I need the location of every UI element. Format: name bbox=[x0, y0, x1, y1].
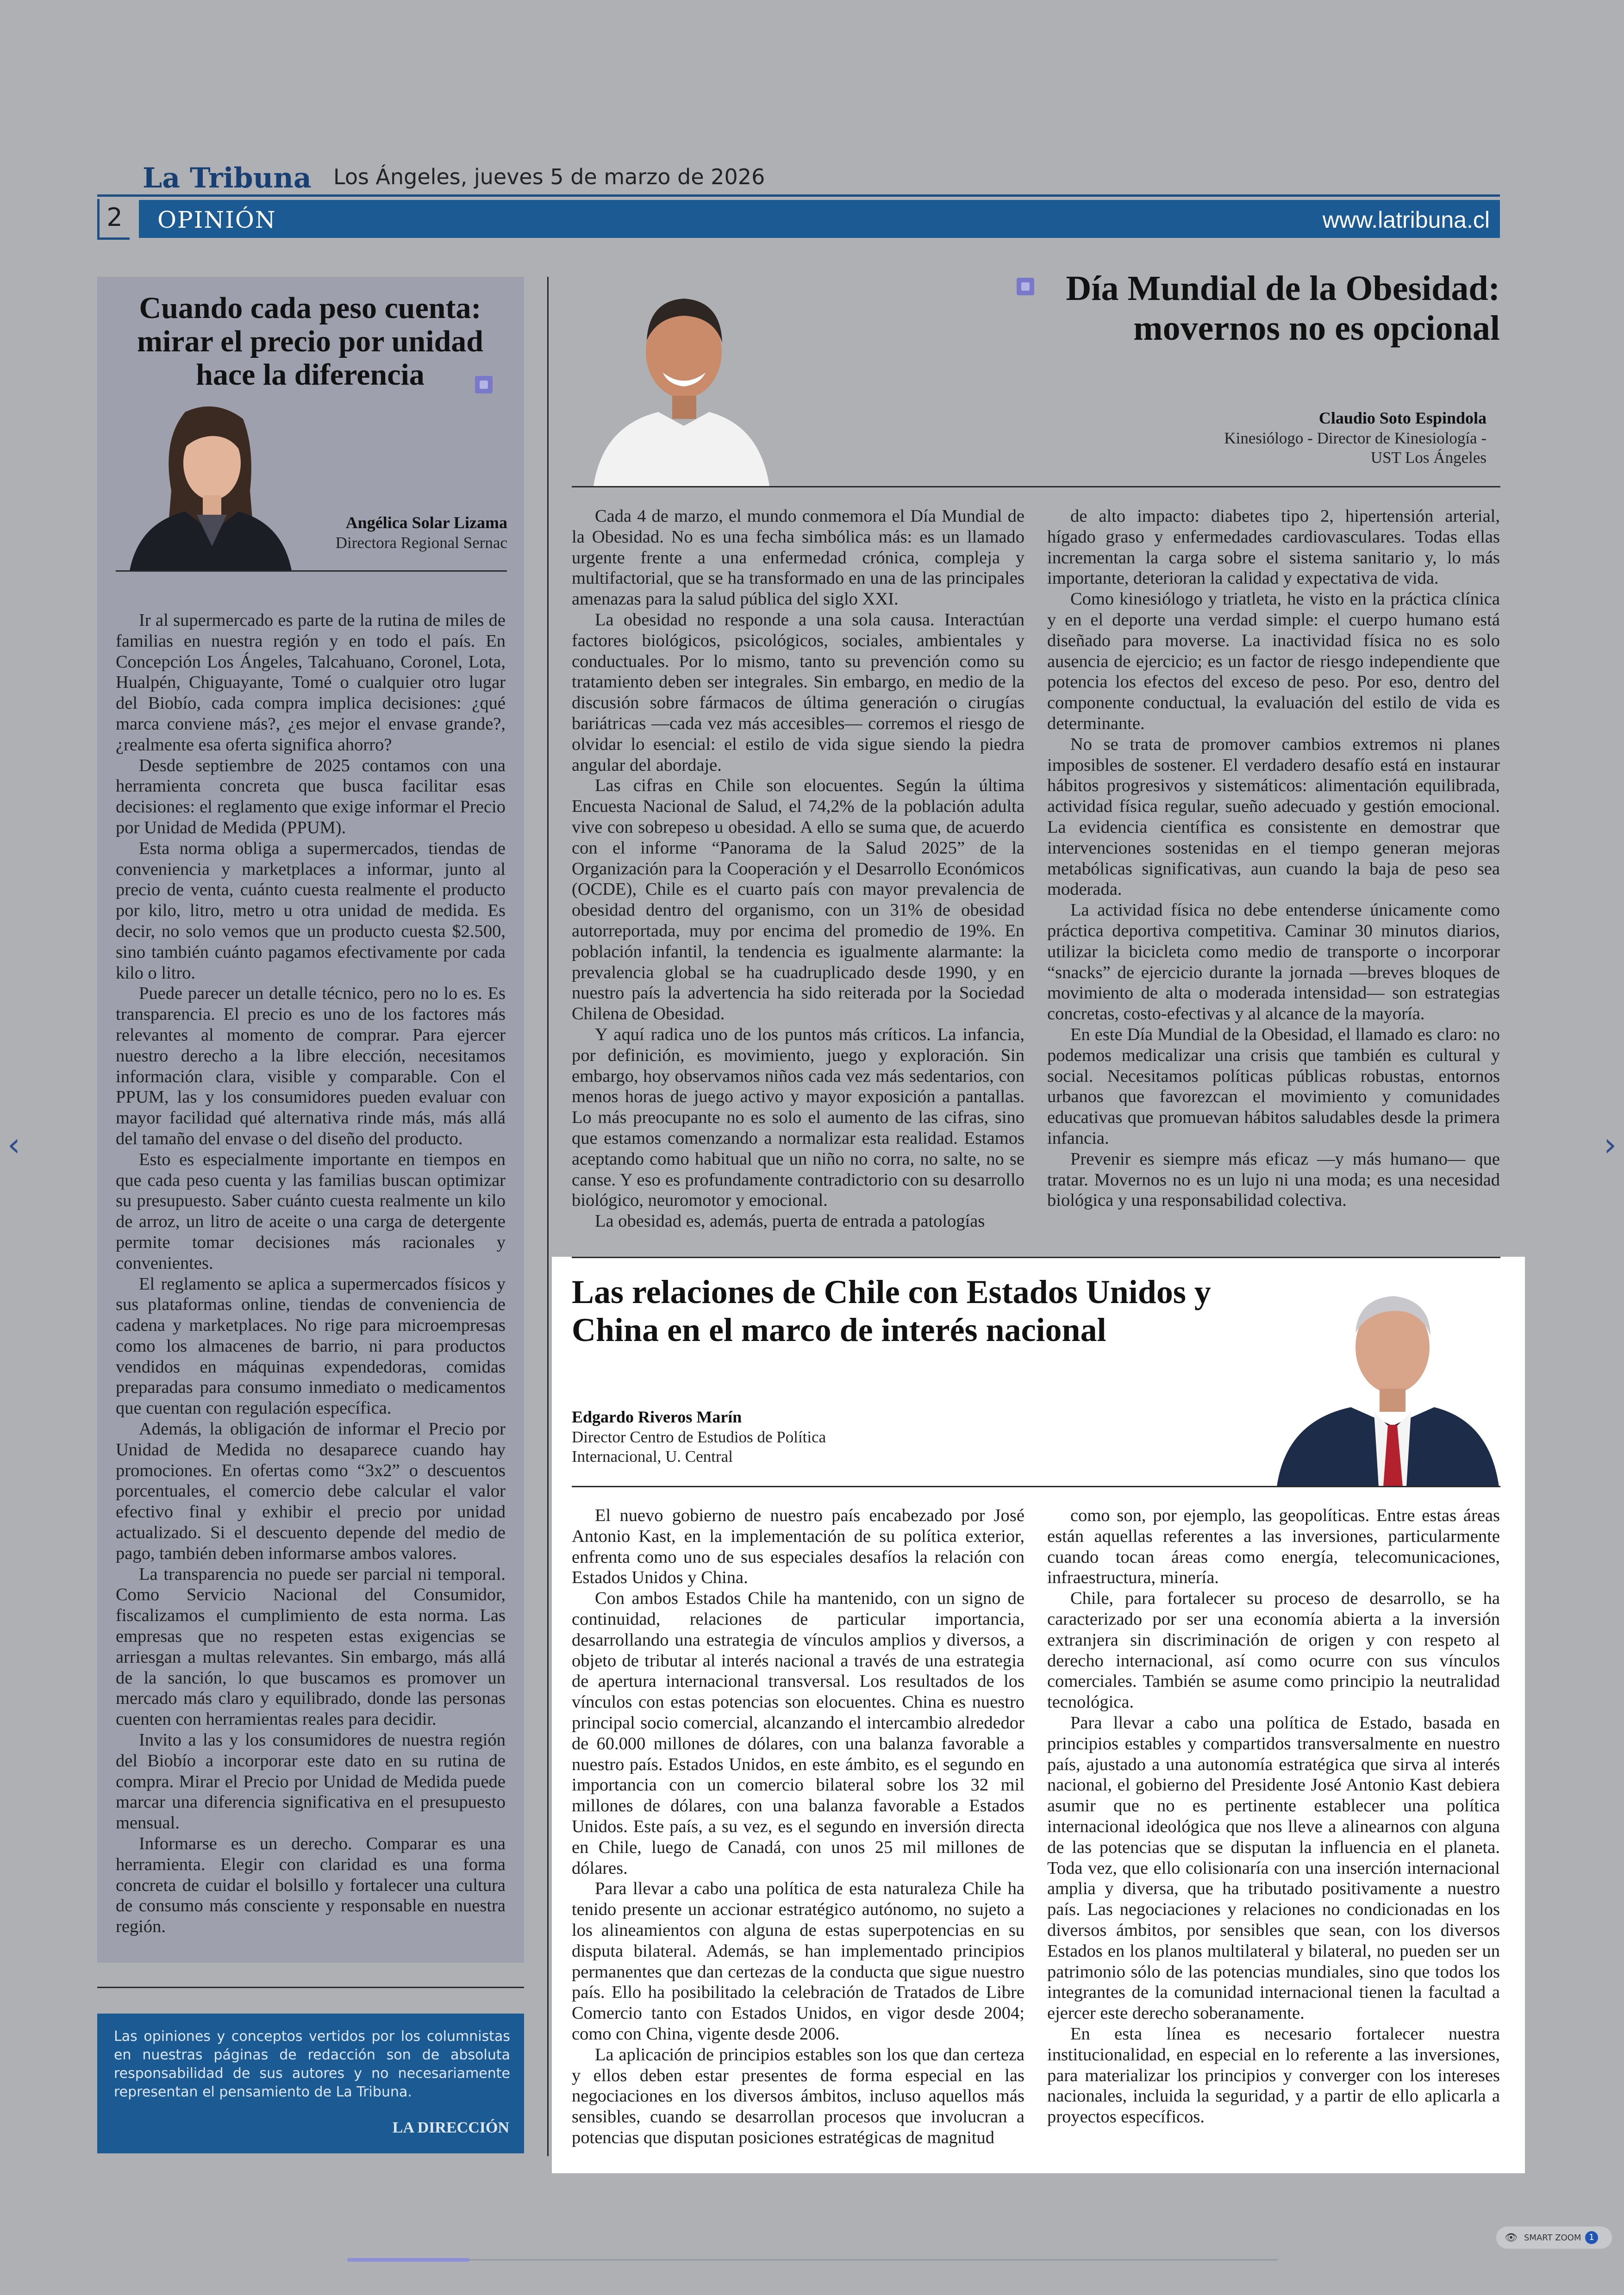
top-article-title bbox=[991, 268, 1500, 348]
article-paragraph: No se trata de promover cambios extremos ni planes imposibles de sostener. El verdadero desafío está en instaurar hábitos progresivos y sistemáticos: alimentación equilibrada, actividad física regular, sueño adecuado y gestión emocional. La evidencia científica es consistente en demostrar que intervenciones sostenidas en el tiempo generan mejoras metabólicas significativas, aun cuando la baja de peso sea moderada. bbox=[1047, 734, 1500, 899]
top-article-title-line2: movernos no es opcional bbox=[1133, 309, 1500, 348]
article-paragraph: Invito a las y los consumidores de nuestra región del Biobío a incorporar este dato en su rutina de compra. Mirar el Precio por Unidad de Medida puede marcar una diferencia significativa en el presupuesto mensual. bbox=[116, 1730, 506, 1833]
column-divider bbox=[547, 277, 549, 2156]
article-paragraph: Desde septiembre de 2025 contamos con una herramienta concreta que busca facilitar esas decisiones: el reglamento que exige informar el Precio por Unidad de Medida (PPUM). bbox=[116, 755, 506, 837]
top-author-name: Claudio Soto Espindola bbox=[1318, 409, 1487, 427]
article-paragraph: Informarse es un derecho. Comparar es una herramienta. Elegir con claridad es una forma concreta de cuidar el bolsillo y fortalecer una cultura de consumo más consciente y responsable en nuestra región. bbox=[116, 1834, 506, 1937]
article-paragraph: de alto impacto: diabetes tipo 2, hipertensión arterial, hígado graso y enfermedades cardiovasculares. Todas ellas incrementan la carga sobre el sistema sanitario y, lo más importante, deterioran la calidad y expectativa de vida. bbox=[1047, 506, 1500, 588]
article-paragraph: Cada 4 de marzo, el mundo conmemora el Día Mundial de la Obesidad. No es una fecha simbólica más: es un llamado urgente frente a una enfermedad crónica, compleja y multifactorial, que se ha transformado en una de las principales amenazas para la salud pública del siglo XXI. bbox=[572, 506, 1024, 609]
article-paragraph: Con ambos Estados Chile ha mantenido, con un signo de continuidad, relaciones de particular importancia, desarrollando una estrategia de vínculos amplios y diversos, a objeto de tributar al interés nacional a través de una estrategia de apertura internacional transversal. Los resultados de los vínculos con estas potencias son elocuentes. China es nuestro principal socio comercial, alcanzando el intercambio alrededor de 60.000 millones de dólares, con una balanza favorable a nuestro país. Estados Unidos, en este ámbito, es el segundo en importancia con un comercio bilateral sobre los 32 mil millones de dólares, con una balanza favorable a Estados Unidos. Este país, a su vez, es el segundo en inversión directa en Chile, luego de Canadá, con unos 25 mil millones de dólares. bbox=[572, 1589, 1024, 1878]
editorial-disclaimer-text: Las opiniones y conceptos vertidos por los columnistas en nuestras páginas de redacción son de absoluta responsabilidad de sus autores y no necesariamente representan el pensamiento de La Tribuna. bbox=[114, 2028, 510, 2100]
editorial-signature: LA DIRECCIÓN bbox=[392, 2119, 509, 2136]
smart-zoom-label: SMART ZOOM bbox=[1524, 2233, 1581, 2243]
bottom-article-top-rule bbox=[572, 1257, 1500, 1258]
eye-icon: 👁 bbox=[1505, 2232, 1518, 2244]
top-author-role bbox=[1224, 429, 1487, 468]
page-progress-track[interactable] bbox=[347, 2259, 1278, 2261]
article-paragraph: La transparencia no puede ser parcial ni temporal. Como Servicio Nacional del Consumidor, fiscalizamos el cumplimiento de esta norma. Las empresas que no respeten estas exigencias se arriesgan a multas relevantes. Sin embargo, más allá de la sanción, lo que buscamos es promover un mercado más claro y equilibrado, donde las personas cuenten con herramientas reales para decidir. bbox=[116, 1564, 506, 1729]
bottom-author-role-line1: Director Centro de Estudios de Política bbox=[572, 1428, 826, 1446]
article-paragraph: Para llevar a cabo una política de Estado, basada en principios estables y compartidos transversalmente en nuestro país, ajustado a una autonomía estratégica que sirva al interés nacional, el gobierno del Presidente José Antonio Kast debiera asumir que no es pertinente establecer una política internacional ideológica que nos lleve a alinearnos con alguna de las potencias que se disputan la influencia en el planeta. Toda vez, que ello colisionaría con una inserción internacional amplia y diversa, que ha tributado positivamente a nuestro país. Las negociaciones y relaciones no condicionadas en los diversos ámbitos, por sensibles que sean, con los diversos Estados en los planos multilateral y bilateral, no pueden ser un patrimonio sólo de las potencias mundiales, sino que todos los integrantes de la comunidad internacional tienen la facultad a ejercer este derecho soberanamente. bbox=[1047, 1713, 1500, 2023]
top-author-role-line1: Kinesiólogo - Director de Kinesiología - bbox=[1224, 429, 1487, 447]
article-paragraph: En este Día Mundial de la Obesidad, el llamado es claro: no podemos medicalizar una crisis que también es cultural y social. Necesitamos políticas públicas robustas, entornos urbanos que favorezcan el movimiento y comunidades educativas que promuevan hábitos saludables desde la primera infancia. bbox=[1047, 1024, 1500, 1148]
left-column-rule bbox=[97, 1987, 524, 1988]
chevron-left-icon[interactable]: ‹ bbox=[7, 1126, 20, 1164]
left-article-title: Cuando cada peso cuenta: mirar el precio por unidad hace la diferencia bbox=[137, 291, 484, 392]
section-bar bbox=[139, 200, 1500, 238]
article-paragraph: Ir al supermercado es parte de la rutina de miles de familias en nuestra región y en todo el país. En Concepción Los Ángeles, Talcahuano, Coronel, Lota, Hualpén, Chiguayante, Tomé o cualquier otro lugar del Biobío, cada compra implica decisiones: ¿qué marca conviene más?, ¿es mejor el envase grande?, ¿realmente esa oferta significa ahorro? bbox=[116, 611, 506, 755]
article-paragraph: Puede parecer un detalle técnico, pero no lo es. Es transparencia. El precio es uno de los factores más relevantes al momento de comprar. Para ejercer nuestro derecho a la libre elección, necesitamos información clara, visible y comparable. Con el PPUM, las y los consumidores pueden evaluar con mayor facilidad qué alternativa rinde más, más allá del tamaño del envase o del diseño del producto. bbox=[116, 984, 506, 1148]
bottom-author-rule bbox=[572, 1486, 1500, 1487]
article-paragraph: En esta línea es necesario fortalecer nuestra institucionalidad, en especial en lo referente a las inversiones, para materializar los principios y converger con los intereses nacionales, incluida la seguridad, y a partir de ello aplicarla a proyectos específicos. bbox=[1047, 2024, 1500, 2127]
article-paragraph: Esto es especialmente importante en tiempos en que cada peso cuenta y las familias buscan optimizar su presupuesto. Saber cuánto cuesta realmente un kilo de arroz, un litro de aceite o una carga de detergente permite tomar decisiones más racionales y convenientes. bbox=[116, 1149, 506, 1273]
author-photo-soto bbox=[584, 273, 774, 486]
article-paragraph: Además, la obligación de informar el Precio por Unidad de Medida no desaparece cuando hay promociones. En ofertas como “3x2” o descuentos porcentuales, el comercio debe calcular el valor efectivo final y exhibir el precio por unidad actualizado. Si el descuento depende del medio de pago, también deben informarse ambos valores. bbox=[116, 1419, 506, 1563]
left-author-name: Angélica Solar Lizama bbox=[345, 513, 507, 532]
top-article-column-2 bbox=[1047, 506, 1500, 1211]
bottom-article-title: Las relaciones de Chile con Estados Unidos y China en el marco de interés nacional bbox=[572, 1273, 1211, 1348]
article-paragraph: Las cifras en Chile son elocuentes. Según la última Encuesta Nacional de Salud, el 74,2% de la población adulta vive con sobrepeso u obesidad. A ello se suma que, de acuerdo con el informe “Panorama de la Salud 2025” de la Organización para la Cooperación y el Desarrollo Económicos (OCDE), Chile es el cuarto país con mayor prevalencia de obesidad dentro del organismo, con un 31% de obesidad autorreportada, muy por encima del promedio de 19%. En población infantil, la tendencia es igualmente alarmante: la prevalencia global se ha cuadruplicado desde 1990, y en nuestro país la advertencia ha sido reiterada por la Sociedad Chilena de Obesidad. bbox=[572, 776, 1024, 1024]
chevron-right-icon[interactable]: › bbox=[1604, 1126, 1617, 1164]
left-article-body bbox=[116, 610, 506, 1937]
left-author-rule bbox=[116, 570, 507, 572]
left-author-role: Directora Regional Sernac bbox=[335, 534, 507, 552]
article-paragraph: Esta norma obliga a supermercados, tiendas de conveniencia y marketplaces a informar, junto al precio de venta, cuánto cuesta realmente el producto por kilo, litro, metro u otra unidad de medida. Es decir, no solo vemos que un producto cuesta $2.500, sino también cuánto pagamos efectivamente por cada kilo o litro. bbox=[116, 838, 506, 983]
smart-zoom-count: 1 bbox=[1585, 2231, 1598, 2244]
article-paragraph: Para llevar a cabo una política de esta naturaleza Chile ha tenido presente un accionar estratégico autónomo, no sujeto a los alineamientos con alguna de estas superpotencias en su disputa bilateral. Además, se han implementado principios permanentes que dan certezas de la conducta que sigue nuestro país. Ello ha posibilitado la celebración de Tratados de Libre Comercio tanto con Estados Unidos, en vigor desde 2004; como con China, vigente desde 2006. bbox=[572, 1879, 1024, 2044]
article-paragraph: El nuevo gobierno de nuestro país encabezado por José Antonio Kast, en la implementación de su política exterior, enfrenta como uno de sus especiales desafíos la relación con Estados Unidos y China. bbox=[572, 1506, 1024, 1588]
author-photo-solar bbox=[116, 393, 301, 571]
top-article-rule bbox=[572, 486, 1500, 487]
top-article-title-line1: Día Mundial de la Obesidad: bbox=[1066, 269, 1500, 308]
article-paragraph: La obesidad no responde a una sola causa. Interactúan factores biológicos, psicológicos, sociales, ambientales y conductuales. Por lo mismo, tanto su prevención como su tratamiento deben ser integrales. Sin embargo, en medio de la discusión sobre fármacos de última generación o cirugías bariátricas —cada vez más accesibles— corremos el riesgo de olvidar lo esencial: el estilo de vida sigue siendo la piedra angular del abordaje. bbox=[572, 610, 1024, 775]
author-photo-riveros bbox=[1272, 1278, 1500, 1487]
top-author-role-line2: UST Los Ángeles bbox=[1370, 449, 1487, 467]
article-paragraph: El reglamento se aplica a supermercados físicos y sus plataformas online, tiendas de conveniencia de cadena y marketplaces. No rige para microempresas como los almacenes de barrio, ni para productos vendidos en máquinas expendedoras, comidas preparadas para consumo inmediato o medicamentos que cuentan con regulación específica. bbox=[116, 1274, 506, 1418]
newspaper-logo: La Tribuna bbox=[143, 162, 312, 194]
bottom-author-role-line2: Internacional, U. Central bbox=[572, 1447, 733, 1466]
article-paragraph: como son, por ejemplo, las geopolíticas. Entre estas áreas están aquellas referentes a las inversiones, particularmente cuando tocan áreas como energía, telecomunicaciones, infraestructura, minería. bbox=[1047, 1506, 1500, 1588]
top-article-column-1 bbox=[572, 506, 1024, 1232]
article-paragraph: Y aquí radica uno de los puntos más críticos. La infancia, por definición, es movimiento, juego y exploración. Sin embargo, hoy observamos niños cada vez más sedentarios, con menos horas de juego activo y mayor exposición a pantallas. Lo más preocupante no es solo el aumento de las cifras, sino que estamos comenzando a normalizar esta realidad. Estamos aceptando como habitual que un niño no corra, no salte, no se canse. Y eso es profundamente contradictorio con su desarrollo biológico, neuromotor y emocional. bbox=[572, 1024, 1024, 1210]
bottom-author-role bbox=[572, 1428, 826, 1466]
article-paragraph: La aplicación de principios estables son los que dan certeza y ellos deben estar presentes de forma especial en las negociaciones en los diversos ámbitos, incluso aquellos más sensibles, cuando se desarrollan procesos que involucran a potencias que disputan posiciones estratégicas de magnitud bbox=[572, 2045, 1024, 2147]
article-badge-icon[interactable] bbox=[475, 376, 493, 393]
article-paragraph: La actividad física no debe entenderse únicamente como práctica deportiva competitiva. Caminar 30 minutos diarios, utilizar la bicicleta como medio de transporte o incorporar “snacks” de ejercicio durante la jornada —breves bloques de movimiento de alta o moderada intensidad— son estrategias concretas, costo-efectivas y al alcance de la mayoría. bbox=[1047, 900, 1500, 1024]
bottom-article-column-1 bbox=[572, 1505, 1024, 2148]
section-name: OPINIÓN bbox=[157, 206, 276, 233]
bottom-author-name: Edgardo Riveros Marín bbox=[572, 1408, 742, 1426]
page-number: 2 bbox=[97, 199, 130, 240]
article-paragraph: Prevenir es siempre más eficaz —y más humano— que tratar. Movernos no es un lujo ni una moda; es una necesidad biológica y una responsabilidad colectiva. bbox=[1047, 1149, 1500, 1210]
article-paragraph: Como kinesiólogo y triatleta, he visto en la práctica clínica y en el deporte una verdad simple: el cuerpo humano está diseñado para moverse. La inactividad física no es solo ausencia de ejercicio; es un factor de riesgo independiente que potencia los efectos del exceso de peso. Por eso, dentro del componente conductual, la evaluación del estilo de vida es determinante. bbox=[1047, 589, 1500, 733]
website-link[interactable]: www.latribuna.cl bbox=[1322, 207, 1490, 233]
article-paragraph: Chile, para fortalecer su proceso de desarrollo, se ha caracterizado por ser una economía abierta a la inversión extranjera sin discriminación de origen y con respeto al derecho internacional, así como ocurre con sus vínculos comerciales. También se asume como principio la neutralidad tecnológica. bbox=[1047, 1589, 1500, 1712]
bottom-article-column-2 bbox=[1047, 1505, 1500, 2127]
dateline: Los Ángeles, jueves 5 de marzo de 2026 bbox=[333, 164, 765, 189]
header-rule bbox=[97, 194, 1500, 197]
page-progress-fill[interactable] bbox=[347, 2258, 470, 2262]
article-paragraph: La obesidad es, además, puerta de entrada a patologías bbox=[595, 1211, 985, 1231]
